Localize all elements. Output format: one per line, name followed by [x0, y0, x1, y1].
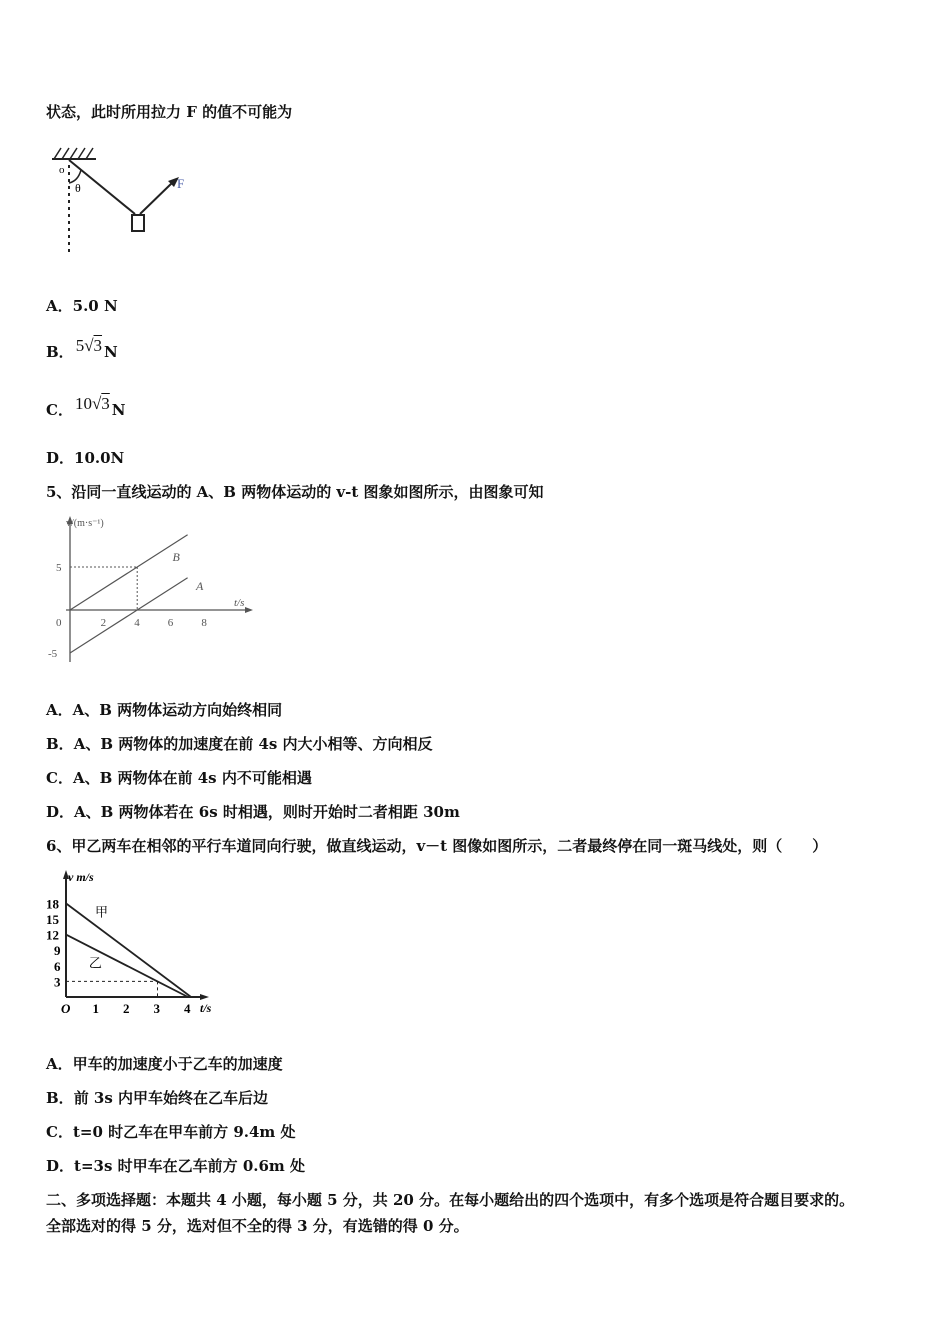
- x-tick-label: 2: [100, 617, 107, 629]
- q5-option-c[interactable]: [46, 768, 312, 788]
- math-radicand: 3: [101, 394, 110, 413]
- q6-stem: 6、甲乙两车在相邻的平行车道同向行驶，做直线运动，v－t 图像如图所示，二者最终停在同一斑马线处，则（ ）: [46, 837, 828, 855]
- x-tick-label: 8: [201, 617, 207, 629]
- math-coef: 10: [74, 394, 92, 413]
- option-unit: N: [111, 401, 126, 419]
- q4-option-a[interactable]: [46, 296, 118, 316]
- option-text: 甲车的加速度小于乙车的加速度: [72, 1055, 283, 1073]
- option-letter: A．: [46, 1055, 73, 1073]
- section2-line2: 全部选对的得 5 分，选对但不全的得 3 分，有选错的得 0 分。: [46, 1217, 469, 1235]
- q4-label-theta: θ: [75, 181, 81, 195]
- origin-label: O: [61, 1001, 71, 1016]
- y-tick-label: 3: [54, 974, 61, 990]
- q5-option-b[interactable]: [46, 734, 433, 754]
- q5-option-a[interactable]: [46, 700, 282, 720]
- math-coef: 5: [75, 336, 85, 355]
- y-tick-label: 6: [54, 958, 61, 974]
- option-unit: N: [104, 343, 118, 361]
- x-axis-label: t/s: [234, 597, 245, 609]
- q6-vt-chart: [44, 867, 224, 1027]
- x-tick-label: 4: [184, 1001, 191, 1016]
- option-text: 前 3s 内甲车始终在乙车后边: [73, 1089, 269, 1107]
- option-text: 5.0 N: [72, 297, 118, 315]
- x-tick-label: 6: [167, 617, 174, 629]
- option-math: 10√3: [74, 394, 110, 413]
- y-tick-label: -5: [48, 648, 58, 660]
- q4-option-c[interactable]: [46, 394, 126, 420]
- y-tick-label: 0: [56, 617, 62, 629]
- option-math: 5√3: [75, 336, 103, 355]
- option-letter: B．: [46, 735, 74, 753]
- option-text: A、B 两物体若在 6s 时相遇，则时开始时二者相距 30m: [74, 803, 460, 821]
- x-tick-label: 3: [153, 1001, 160, 1016]
- q4-force-diagram: [44, 143, 204, 258]
- option-letter: A．: [46, 297, 73, 315]
- option-letter: D．: [46, 803, 75, 821]
- option-letter: B．: [46, 343, 74, 361]
- series-label-B: B: [172, 549, 180, 564]
- q4-label-f: F: [177, 176, 185, 191]
- option-letter: C．: [46, 401, 73, 419]
- option-letter: D．: [46, 1157, 75, 1175]
- x-tick-label: 1: [92, 1001, 99, 1016]
- series-line-B: [70, 535, 188, 610]
- series-line-A: [70, 578, 188, 653]
- series-label-甲: 甲: [94, 904, 108, 920]
- series-label-A: A: [196, 579, 204, 594]
- option-text: 10.0N: [74, 449, 125, 467]
- option-text: t=0 时乙车在甲车前方 9.4m 处: [72, 1123, 296, 1141]
- q6-option-c[interactable]: [46, 1122, 296, 1142]
- series-label-乙: 乙: [88, 955, 102, 971]
- option-text: A、B 两物体的加速度在前 4s 内大小相等、方向相反: [73, 735, 433, 753]
- math-radicand: 3: [93, 336, 103, 355]
- option-letter: C．: [46, 1123, 73, 1141]
- option-letter: C．: [46, 769, 73, 787]
- q5-stem: 5、沿同一直线运动的 A、B 两物体运动的 v-t 图象如图所示，由图象可知: [46, 483, 544, 501]
- q6-option-a[interactable]: [46, 1054, 283, 1074]
- y-tick-label: 18: [46, 896, 59, 912]
- x-tick-label: 4: [134, 617, 140, 629]
- q4-option-b[interactable]: [46, 336, 118, 362]
- option-letter: A．: [46, 701, 73, 719]
- series-line-甲: [66, 903, 191, 997]
- y-axis-label: v m/s: [68, 870, 94, 884]
- q4-label-o: o: [59, 164, 65, 176]
- y-tick-label: 5: [56, 562, 62, 574]
- q6-option-b[interactable]: [46, 1088, 268, 1108]
- option-text: t=3s 时甲车在乙车前方 0.6m 处: [74, 1157, 306, 1175]
- y-axis-label: v/(m·s⁻¹): [66, 518, 104, 529]
- y-tick-label: 15: [46, 912, 59, 927]
- q4-stem-tail: 状态，此时所用拉力 F 的值不可能为: [46, 103, 293, 121]
- x-axis-label: t/s: [200, 1001, 212, 1015]
- section2-line1: 二、多项选择题：本题共 4 小题，每小题 5 分，共 20 分。在每小题给出的四个选项中，有多个选项是符合题目要求的。: [46, 1191, 855, 1209]
- series-line-乙: [66, 935, 188, 997]
- option-text: A、B 两物体在前 4s 内不可能相遇: [72, 769, 312, 787]
- q5-option-d[interactable]: [46, 802, 460, 822]
- q4-option-d[interactable]: [46, 448, 124, 468]
- option-letter: D．: [46, 449, 75, 467]
- x-axis-arrow: [200, 994, 209, 1000]
- q5-vt-chart: [44, 512, 259, 672]
- option-text: A、B 两物体运动方向始终相同: [72, 701, 283, 719]
- y-tick-label: 9: [54, 943, 61, 959]
- q6-option-d[interactable]: [46, 1156, 305, 1176]
- x-axis-arrow: [245, 607, 253, 613]
- x-tick-label: 2: [123, 1001, 130, 1016]
- option-letter: B．: [46, 1089, 74, 1107]
- y-tick-label: 12: [46, 927, 59, 943]
